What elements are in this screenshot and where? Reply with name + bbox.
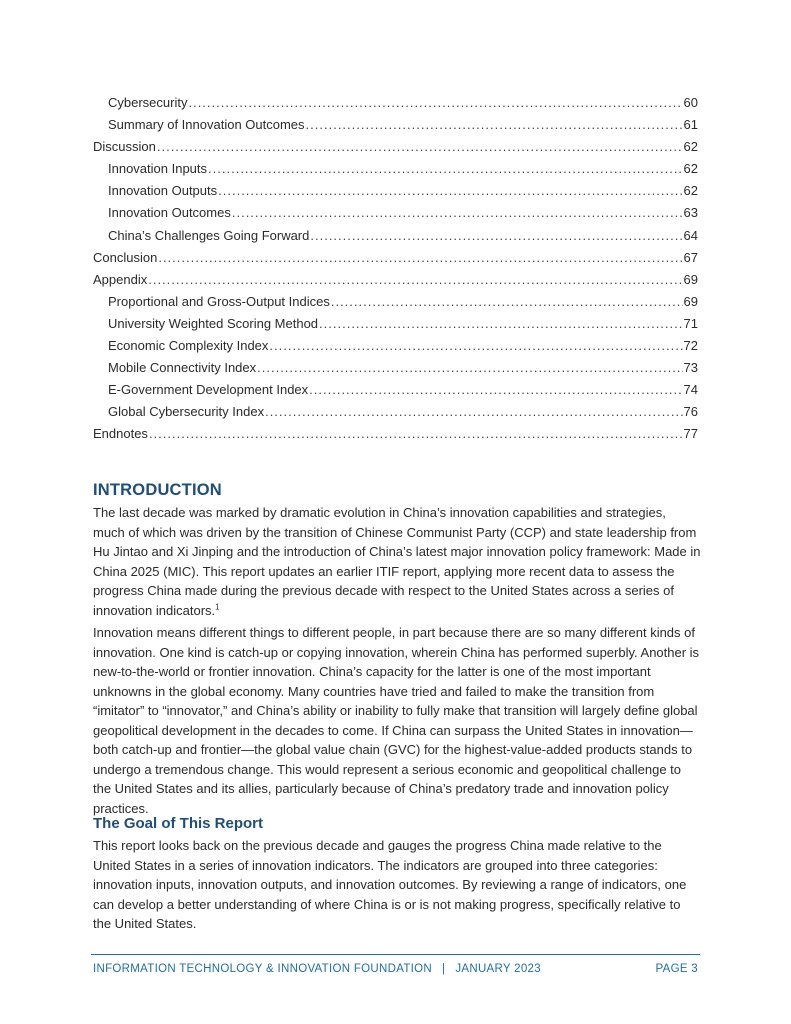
toc-entry[interactable] [93,313,698,335]
toc-entry-title: Innovation Inputs [108,161,208,177]
toc-entry-page: 71 [683,315,698,331]
toc-entry-page: 62 [683,139,698,155]
footer-date: JANUARY 2023 [455,963,541,975]
toc-entry[interactable] [93,136,698,158]
toc-entry-title: Endnotes [93,426,148,442]
toc-entry-title: Summary of Innovation Outcomes [108,117,305,133]
toc-entry-page: 63 [683,205,698,221]
footer-left [93,963,541,975]
toc-entry[interactable] [93,379,698,401]
footer-divider [91,954,700,955]
toc-entry-title: Discussion [93,139,156,155]
toc-entry-page: 69 [683,271,698,287]
goal-heading: The Goal of This Report [93,815,264,832]
toc-entry[interactable] [93,423,698,445]
toc-leader-dots [188,92,682,114]
toc-entry-page: 60 [683,95,698,110]
toc-entry-title: Global Cybersecurity Index [108,404,265,420]
toc-leader-dots [265,401,682,423]
introduction-paragraph-2: Innovation means different things to different people, in part because there are so many different kinds of innovation. One kind is catch-up or copying innovation, wherein China has performed superbly. Another is new-to-the-world or frontier innovation. China’s capacity for the latter is one of the most important unknowns in the global economy. Many countries have tried and failed to make the transition from “imitator” to “innovator,” and China’s ability or inability to fully make that transition will largely define global geopolitical development in the decades to come. If China can surpass the United States in innovation—both catch-up and frontier—the global value chain (GVC) for the highest-value-added products stands to undergo a tremendous change. This would represent a serious economic and geopolitical challenge to the United States and its allies, particularly because of China’s predatory trade and innovation policy practices. [93,625,700,816]
toc-entry[interactable] [93,247,698,269]
toc-entry-page: 73 [683,360,698,376]
introduction-paragraph-1 [93,503,701,620]
footer-org: INFORMATION TECHNOLOGY & INNOVATION FOUNDATION [93,963,433,975]
toc-leader-dots [208,158,683,180]
toc-entry-title: E-Government Development Index [108,382,309,398]
toc-leader-dots [257,357,682,379]
toc-leader-dots [148,269,682,291]
footer-page-number: PAGE 3 [655,963,698,975]
toc-leader-dots [309,379,682,401]
toc-entry-title: Proportional and Gross-Output Indices [108,293,330,309]
page-footer [93,963,698,975]
goal-paragraph: This report looks back on the previous decade and gauges the progress China made relative to the United States in a series of innovation indicators. The indicators are grouped into three categories: innovation inputs, innovation outputs, and innovation outcomes. By reviewing a range of indicators, one can develop a better understanding of where China is or is not making progress, specifically relative to the United States. [93,838,687,931]
toc-entry-title: University Weighted Scoring Method [108,315,319,331]
toc-entry-page: 61 [683,117,698,133]
table-of-contents [93,92,698,446]
toc-entry[interactable] [93,158,698,180]
toc-entry-page: 64 [683,227,698,243]
toc-entry-page: 72 [683,338,698,354]
toc-entry-title: Appendix [93,271,148,287]
endnote-reference[interactable]: 1 [215,602,220,612]
toc-entry-title: Cybersecurity [108,95,188,110]
toc-entry-page: 62 [683,161,698,177]
toc-entry[interactable] [93,114,698,136]
toc-entry[interactable] [93,92,698,114]
toc-entry[interactable] [93,180,698,202]
toc-leader-dots [157,136,683,158]
toc-entry[interactable] [93,335,698,357]
toc-entry-title: China’s Challenges Going Forward [108,227,310,243]
introduction-paragraph-1-text: The last decade was marked by dramatic evolution in China’s innovation capabilities and strategies, much of which was driven by the transition of Chinese Communist Party (CCP) and state leadership from Hu Jintao and Xi Jinping and the introduction of China’s latest major innovation policy framework: Made in China 2025 (MIC). This report updates an earlier ITIF report, applying more recent data to assess the progress China made during the previous decade with respect to the United States across a series of innovation indicators. [93,505,701,618]
toc-entry[interactable] [93,291,698,313]
toc-leader-dots [331,291,683,313]
toc-leader-dots [218,180,682,202]
toc-entry[interactable] [93,269,698,291]
toc-leader-dots [269,335,682,357]
toc-entry-page: 77 [683,426,698,442]
toc-leader-dots [310,225,682,247]
toc-leader-dots [149,423,683,445]
footer-separator: | [442,963,446,975]
toc-entry-title: Innovation Outcomes [108,205,231,221]
toc-entry-page: 76 [683,404,698,420]
toc-entry[interactable] [93,202,698,224]
toc-entry[interactable] [93,225,698,247]
toc-leader-dots [232,202,683,224]
toc-leader-dots [306,114,683,136]
toc-leader-dots [319,313,683,335]
toc-entry[interactable] [93,401,698,423]
toc-entry-page: 74 [683,382,698,398]
toc-entry-title: Mobile Connectivity Index [108,360,257,376]
introduction-heading: INTRODUCTION [93,481,222,499]
toc-entry-title: Conclusion [93,249,158,265]
toc-leader-dots [158,247,682,269]
toc-entry-title: Innovation Outputs [108,183,218,199]
toc-entry[interactable] [93,357,698,379]
toc-entry-title: Economic Complexity Index [108,338,269,354]
toc-entry-page: 67 [683,249,698,265]
toc-entry-page: 62 [683,183,698,199]
toc-entry-page: 69 [683,293,698,309]
